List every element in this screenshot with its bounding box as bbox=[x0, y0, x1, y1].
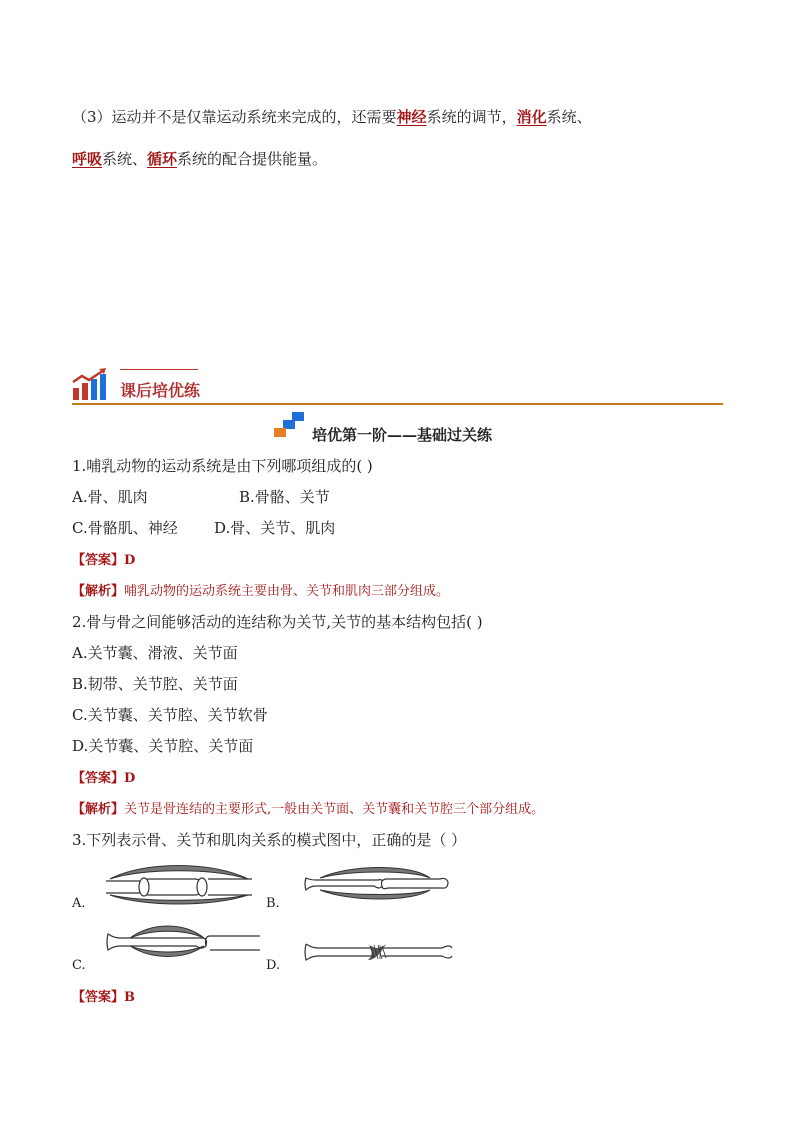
answer-blank: 神经 bbox=[396, 108, 427, 126]
q1-option-a: A.骨、肌肉 bbox=[72, 488, 148, 506]
q1-option-b: B.骨骼、关节 bbox=[239, 488, 330, 506]
q2-option-b: B.韧带、关节腔、关节面 bbox=[72, 675, 238, 693]
intro-text: 系统的调节， bbox=[426, 108, 517, 126]
diagram-a-label: A. bbox=[72, 896, 86, 911]
diagram-b-label: B. bbox=[266, 896, 280, 911]
q1-answer bbox=[72, 549, 135, 568]
explanation-label: 【解析】 bbox=[72, 584, 125, 599]
q2-option-c: C.关节囊、关节腔、关节软骨 bbox=[72, 706, 268, 724]
q1-option-c: C.骨骼肌、神经 bbox=[72, 519, 178, 537]
answer-value: B bbox=[124, 990, 136, 1005]
section-title: 课后培优练 bbox=[120, 381, 201, 400]
diagram-d-label: D. bbox=[266, 958, 281, 973]
diagram-a bbox=[104, 859, 254, 907]
explanation-label: 【解析】 bbox=[72, 802, 125, 817]
q2-option-d: D.关节囊、关节腔、关节面 bbox=[72, 737, 254, 755]
explanation-text: 哺乳动物的运动系统主要由骨、关节和肌肉三部分组成。 bbox=[124, 584, 450, 599]
answer-label: 【答案】 bbox=[72, 990, 125, 1005]
q2-stem: 2.骨与骨之间能够活动的连结称为关节,关节的基本结构包括( ) bbox=[72, 613, 483, 631]
intro-text: 系统、 bbox=[102, 150, 148, 168]
stairs-icon bbox=[274, 412, 306, 438]
answer-value: D bbox=[124, 553, 136, 568]
growth-chart-icon bbox=[72, 368, 108, 402]
diagram-b bbox=[302, 864, 452, 904]
title-accent-line bbox=[120, 369, 198, 370]
q2-explanation bbox=[72, 798, 544, 817]
q3-stem: 3.下列表示骨、关节和肌肉关系的模式图中，正确的是（ ） bbox=[72, 831, 467, 849]
answer-blank: 循环 bbox=[147, 150, 178, 168]
intro-line-1 bbox=[72, 106, 592, 127]
answer-value: D bbox=[124, 771, 136, 786]
diagram-c-label: C. bbox=[72, 958, 86, 973]
subsection-title: 培优第一阶——基础过关练 bbox=[312, 426, 493, 444]
diagram-d bbox=[302, 938, 462, 972]
diagram-c bbox=[104, 920, 264, 966]
answer-blank: 消化 bbox=[516, 108, 547, 126]
intro-text: 系统的配合提供能量。 bbox=[177, 150, 328, 168]
answer-label: 【答案】 bbox=[72, 553, 125, 568]
q1-option-d: D.骨、关节、肌肉 bbox=[214, 519, 336, 537]
intro-text: 系统、 bbox=[546, 108, 592, 126]
explanation-text: 关节是骨连结的主要形式,一般由关节面、关节囊和关节腔三个部分组成。 bbox=[124, 802, 545, 817]
section-header bbox=[72, 368, 723, 406]
q3-answer bbox=[72, 986, 135, 1005]
section-divider bbox=[72, 403, 723, 405]
q2-answer bbox=[72, 767, 135, 786]
intro-line-2 bbox=[72, 148, 327, 169]
q2-option-a: A.关节囊、滑液、关节面 bbox=[72, 644, 238, 662]
q1-stem: 1.哺乳动物的运动系统是由下列哪项组成的( ) bbox=[72, 457, 373, 475]
intro-text: （3）运动并不是仅靠运动系统来完成的，还需要 bbox=[72, 108, 397, 126]
answer-blank: 呼吸 bbox=[72, 150, 103, 168]
q1-explanation bbox=[72, 580, 449, 599]
answer-label: 【答案】 bbox=[72, 771, 125, 786]
